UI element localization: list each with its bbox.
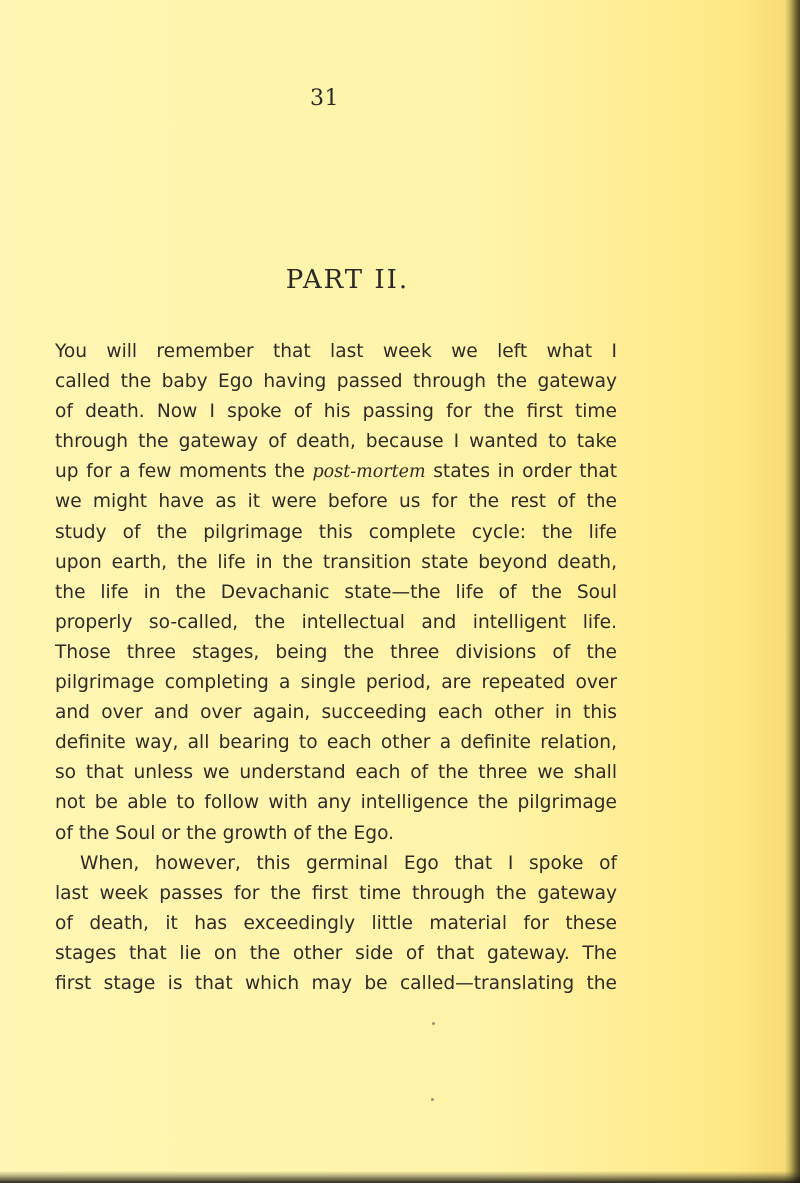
text-line-5-italic: post-mortem bbox=[312, 462, 426, 483]
text-line-15: so that unless we understand each of the three we shall bbox=[55, 762, 617, 784]
text-line-14: definite way, all bearing to each other a definite relation, bbox=[55, 732, 617, 754]
text-line-7: study of the pilgrimage this complete cycle: the life bbox=[55, 521, 617, 543]
text-line-18: When, however, this germinal Ego that I spoke of bbox=[80, 852, 617, 874]
text-line-6: we might have as it were before us for the rest of the bbox=[55, 491, 617, 513]
text-line-19: last week passes for the first time through the gateway bbox=[55, 882, 617, 904]
text-line-21: stages that lie on the other side of that gateway. The bbox=[55, 942, 617, 964]
text-line-10: properly so-called, the intellectual and intelligent life. bbox=[55, 611, 617, 633]
text-line-4: through the gateway of death, because I wanted to take bbox=[55, 431, 617, 453]
text-line-1: You will remember that last week we left what I bbox=[55, 341, 617, 362]
text-line-9: the life in the Devachanic state—the life of the Soul bbox=[55, 581, 617, 603]
text-line-12: pilgrimage completing a single period, are repeated over bbox=[55, 672, 617, 694]
paper-speck bbox=[432, 1022, 435, 1025]
text-line-5-part-b: states in order that bbox=[433, 461, 617, 483]
text-line-20: of death, it has exceedingly little material for these bbox=[55, 912, 617, 934]
page-bottom-shadow bbox=[0, 1171, 800, 1183]
text-line-13: and over and over again, succeeding each other in this bbox=[55, 702, 617, 724]
text-line-2: called the baby Ego having passed through the gateway bbox=[55, 371, 617, 393]
paper-speck bbox=[431, 1098, 434, 1101]
text-line-5-part-a: up for a few moments the bbox=[55, 461, 305, 483]
page-number: 31 bbox=[310, 86, 339, 111]
page-edge-shadow bbox=[784, 0, 800, 1183]
text-line-3: of death. Now I spoke of his passing for the first time bbox=[55, 401, 617, 423]
text-line-11: Those three stages, being the three divisions of the bbox=[55, 641, 617, 663]
text-line-17: of the Soul or the growth of the Ego. bbox=[55, 822, 395, 844]
part-title: PART II. bbox=[285, 265, 410, 295]
body-text bbox=[55, 337, 617, 999]
text-line-16: not be able to follow with any intelligence the pilgrimage bbox=[55, 792, 617, 814]
text-line-8: upon earth, the life in the transition state beyond death, bbox=[55, 551, 617, 573]
text-line-5 bbox=[55, 457, 617, 487]
text-line-22: first stage is that which may be called—translating the bbox=[55, 972, 617, 994]
